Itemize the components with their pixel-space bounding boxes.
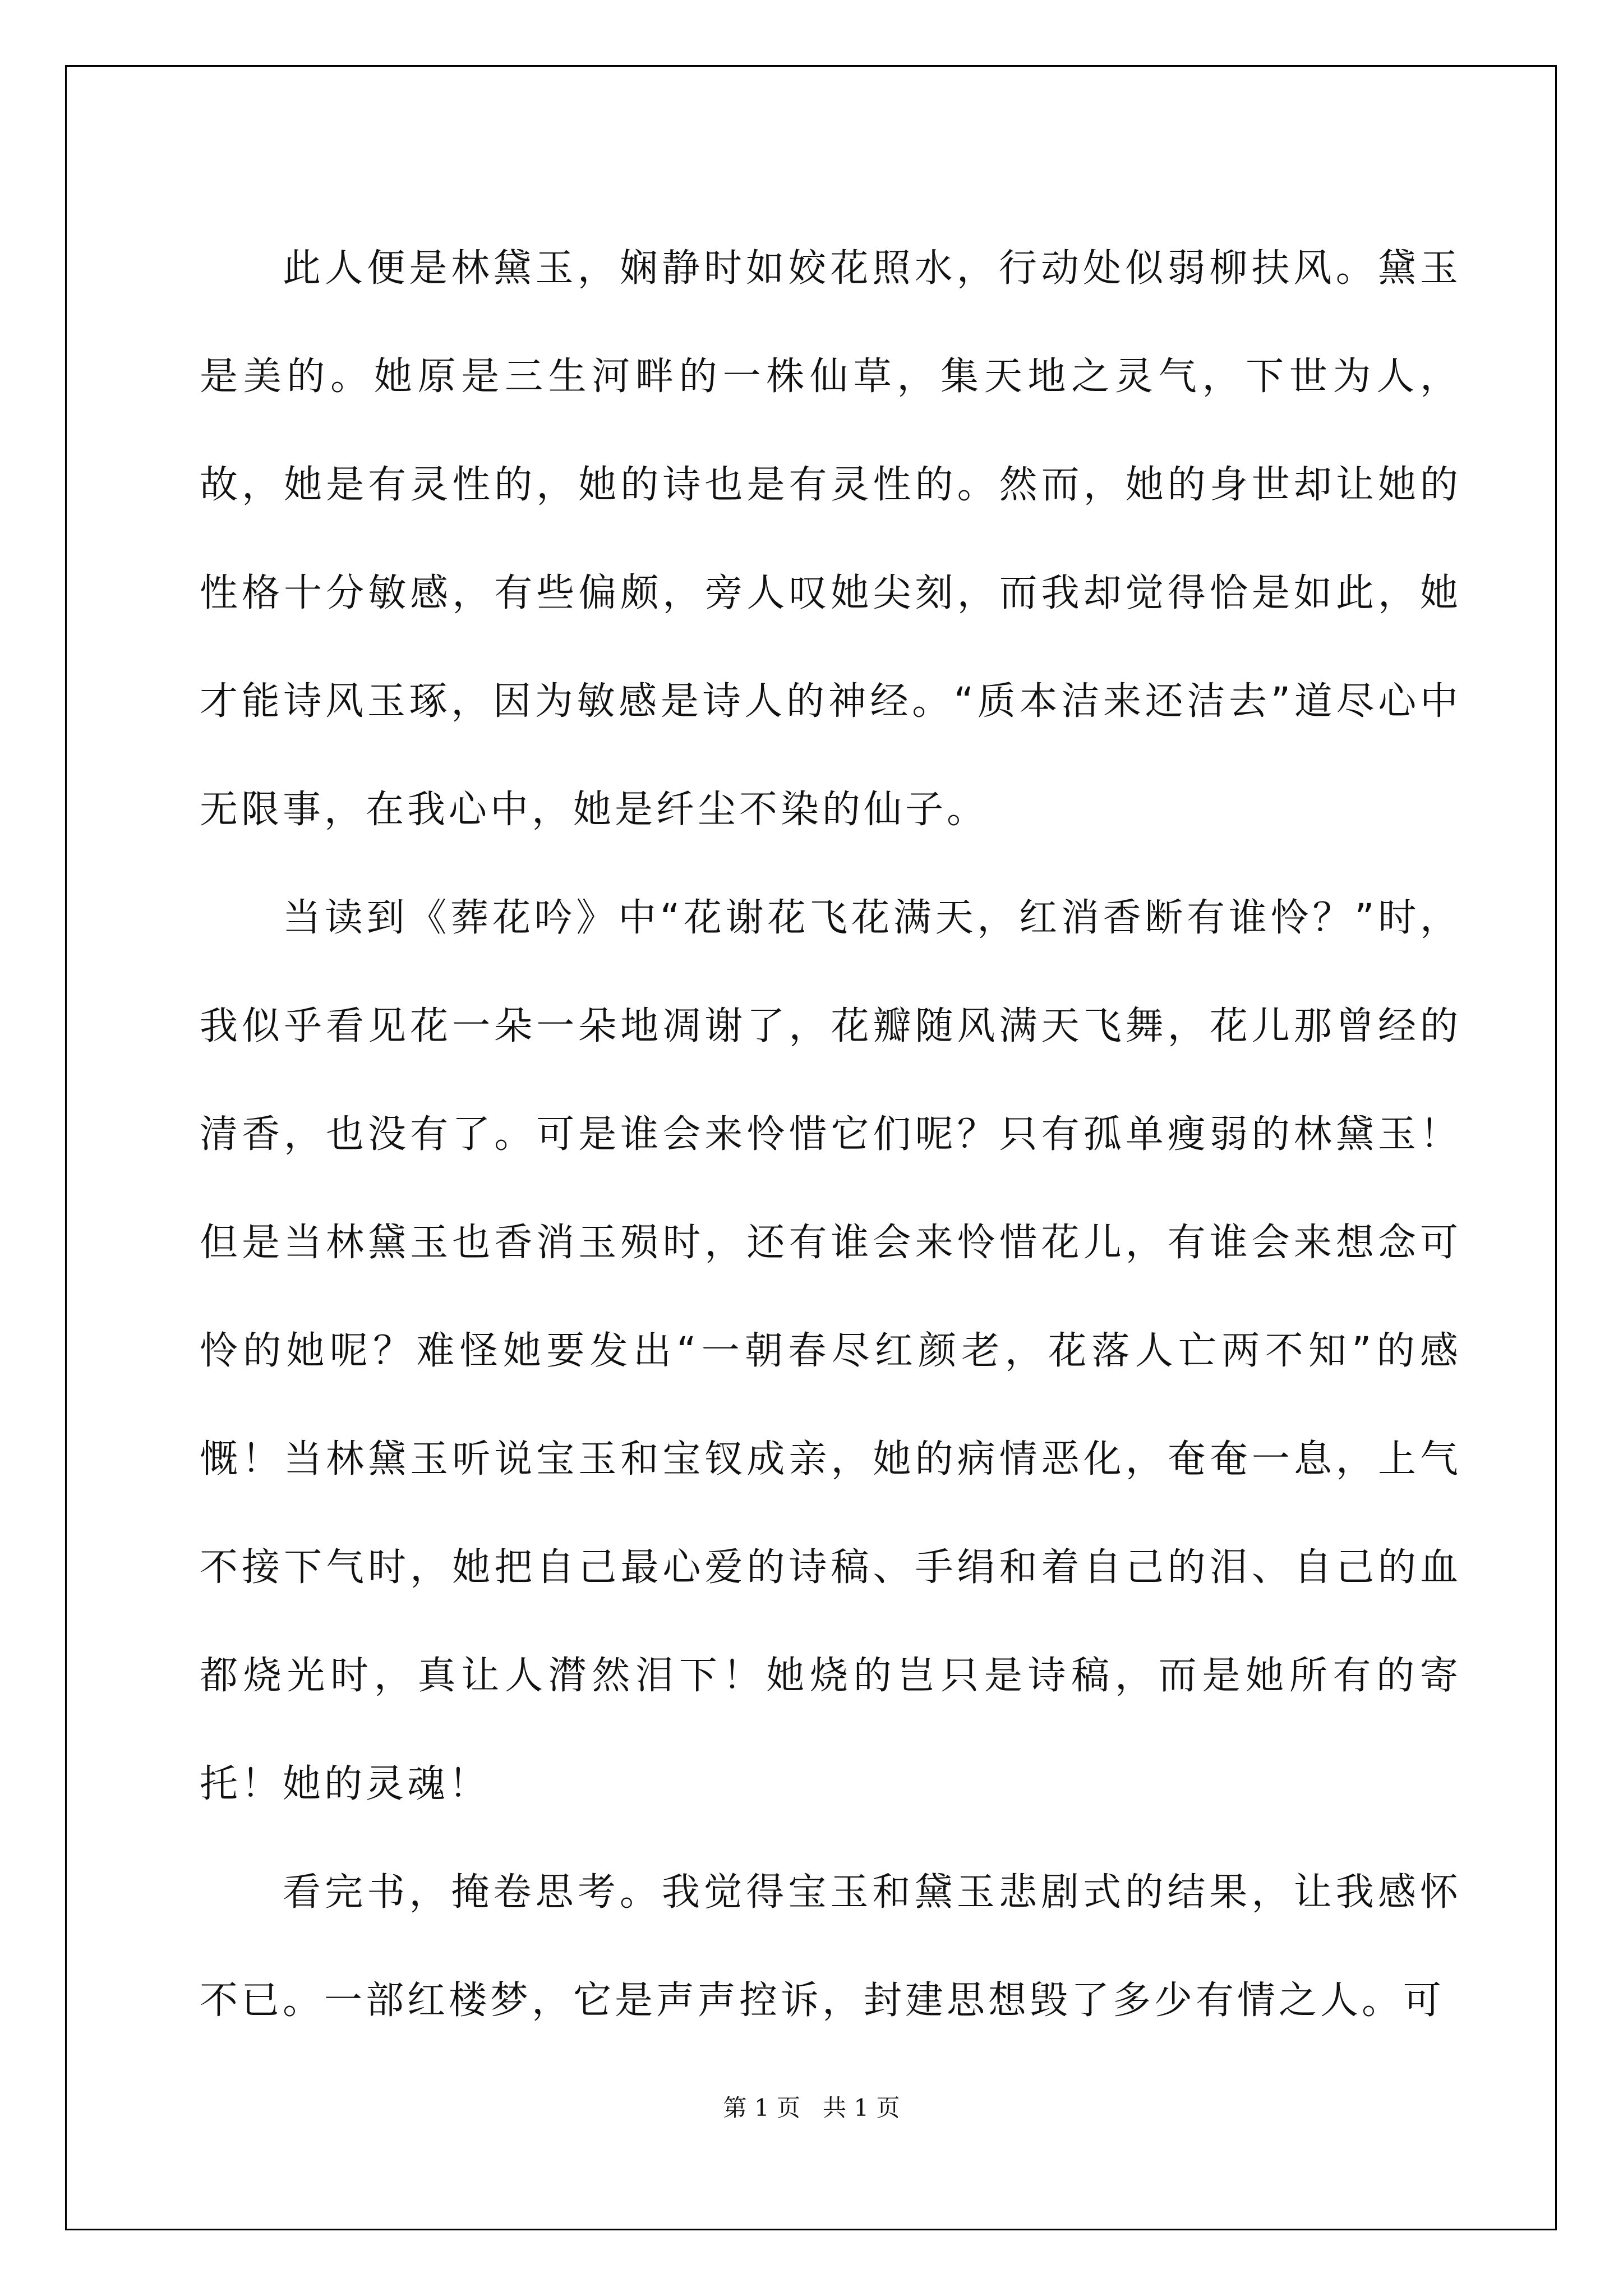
page-footer: 第 1 页 共 1 页 [723,2094,900,2122]
document-body [200,214,1461,2055]
paragraph-2: 当读到《葬花吟》中“花谢花飞花满天，红消香断有谁怜？”时，我似乎看见花一朵一朵地凋谢了，花瓣随风满天飞舞，花儿那曾经的清香，也没有了。可是谁会来怜惜它们呢？只有孤单瘦弱的林黛玉！但是当林黛玉也香消玉殒时，还有谁会来怜惜花儿，有谁会来想念可怜的她呢？难怪她要发出“一朝春尽红颜老，花落人亡两不知”的感慨！当林黛玉听说宝玉和宝钗成亲，她的病情恶化，奄奄一息，上气不接下气时，她把自己最心爱的诗稿、手绢和着自己的泪、自己的血都烧光时，真让人潸然泪下！她烧的岂只是诗稿，而是她所有的寄托！她的灵魂！ [200,896,1461,1806]
paragraph-3: 看完书，掩卷思考。我觉得宝玉和黛玉悲剧式的结果，让我感怀不已。一部红楼梦，它是声声控诉，封建思想毁了多少有情之人。可 [200,1870,1461,2023]
paragraph-1: 此人便是林黛玉，娴静时如姣花照水，行动处似弱柳扶风。黛玉是美的。她原是三生河畔的一株仙草，集天地之灵气，下世为人，故，她是有灵性的，她的诗也是有灵性的。然而，她的身世却让她的性格十分敏感，有些偏颇，旁人叹她尖刻，而我却觉得恰是如此，她才能诗风玉琢，因为敏感是诗人的神经。“质本洁来还洁去”道尽心中无限事，在我心中，她是纤尘不染的仙子。 [200,246,1461,832]
